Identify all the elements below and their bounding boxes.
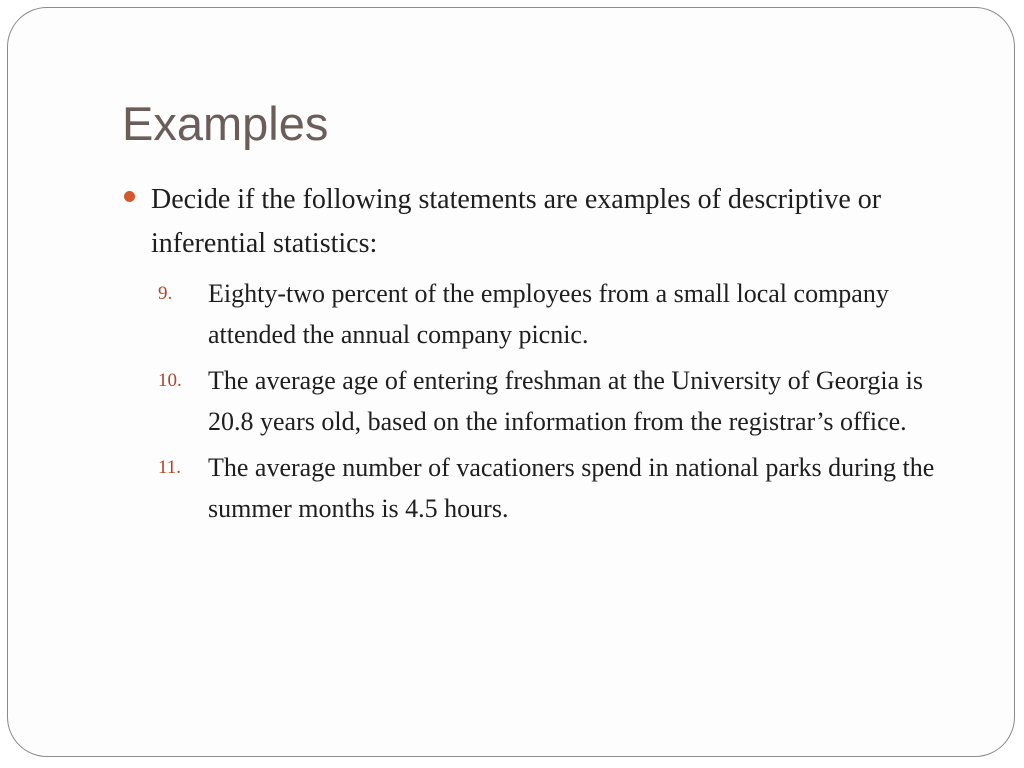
list-item-number: 11. — [158, 457, 182, 478]
list-item-text: Eighty-two percent of the employees from a small local company attended the annual company picnic. — [208, 279, 889, 349]
bullet-item — [122, 178, 962, 266]
slide-frame — [7, 7, 1015, 757]
list-item-text: The average number of vacationers spend in national parks during the summer months is 4.5 hours. — [208, 453, 935, 523]
slide-body — [122, 178, 962, 534]
list-item-text: The average age of entering freshman at the University of Georgia is 20.8 years old, based on the information from the registrar’s office. — [208, 366, 923, 436]
list-item — [158, 273, 962, 355]
bullet-dot-icon — [124, 191, 135, 202]
list-item-number: 9. — [158, 283, 173, 304]
bullet-text: Decide if the following statements are examples of descriptive or inferential statistics: — [151, 184, 882, 259]
list-item-number: 10. — [158, 370, 182, 391]
list-item — [158, 360, 962, 442]
list-item — [158, 447, 962, 529]
numbered-list — [122, 273, 962, 529]
slide-title: Examples — [122, 97, 329, 150]
